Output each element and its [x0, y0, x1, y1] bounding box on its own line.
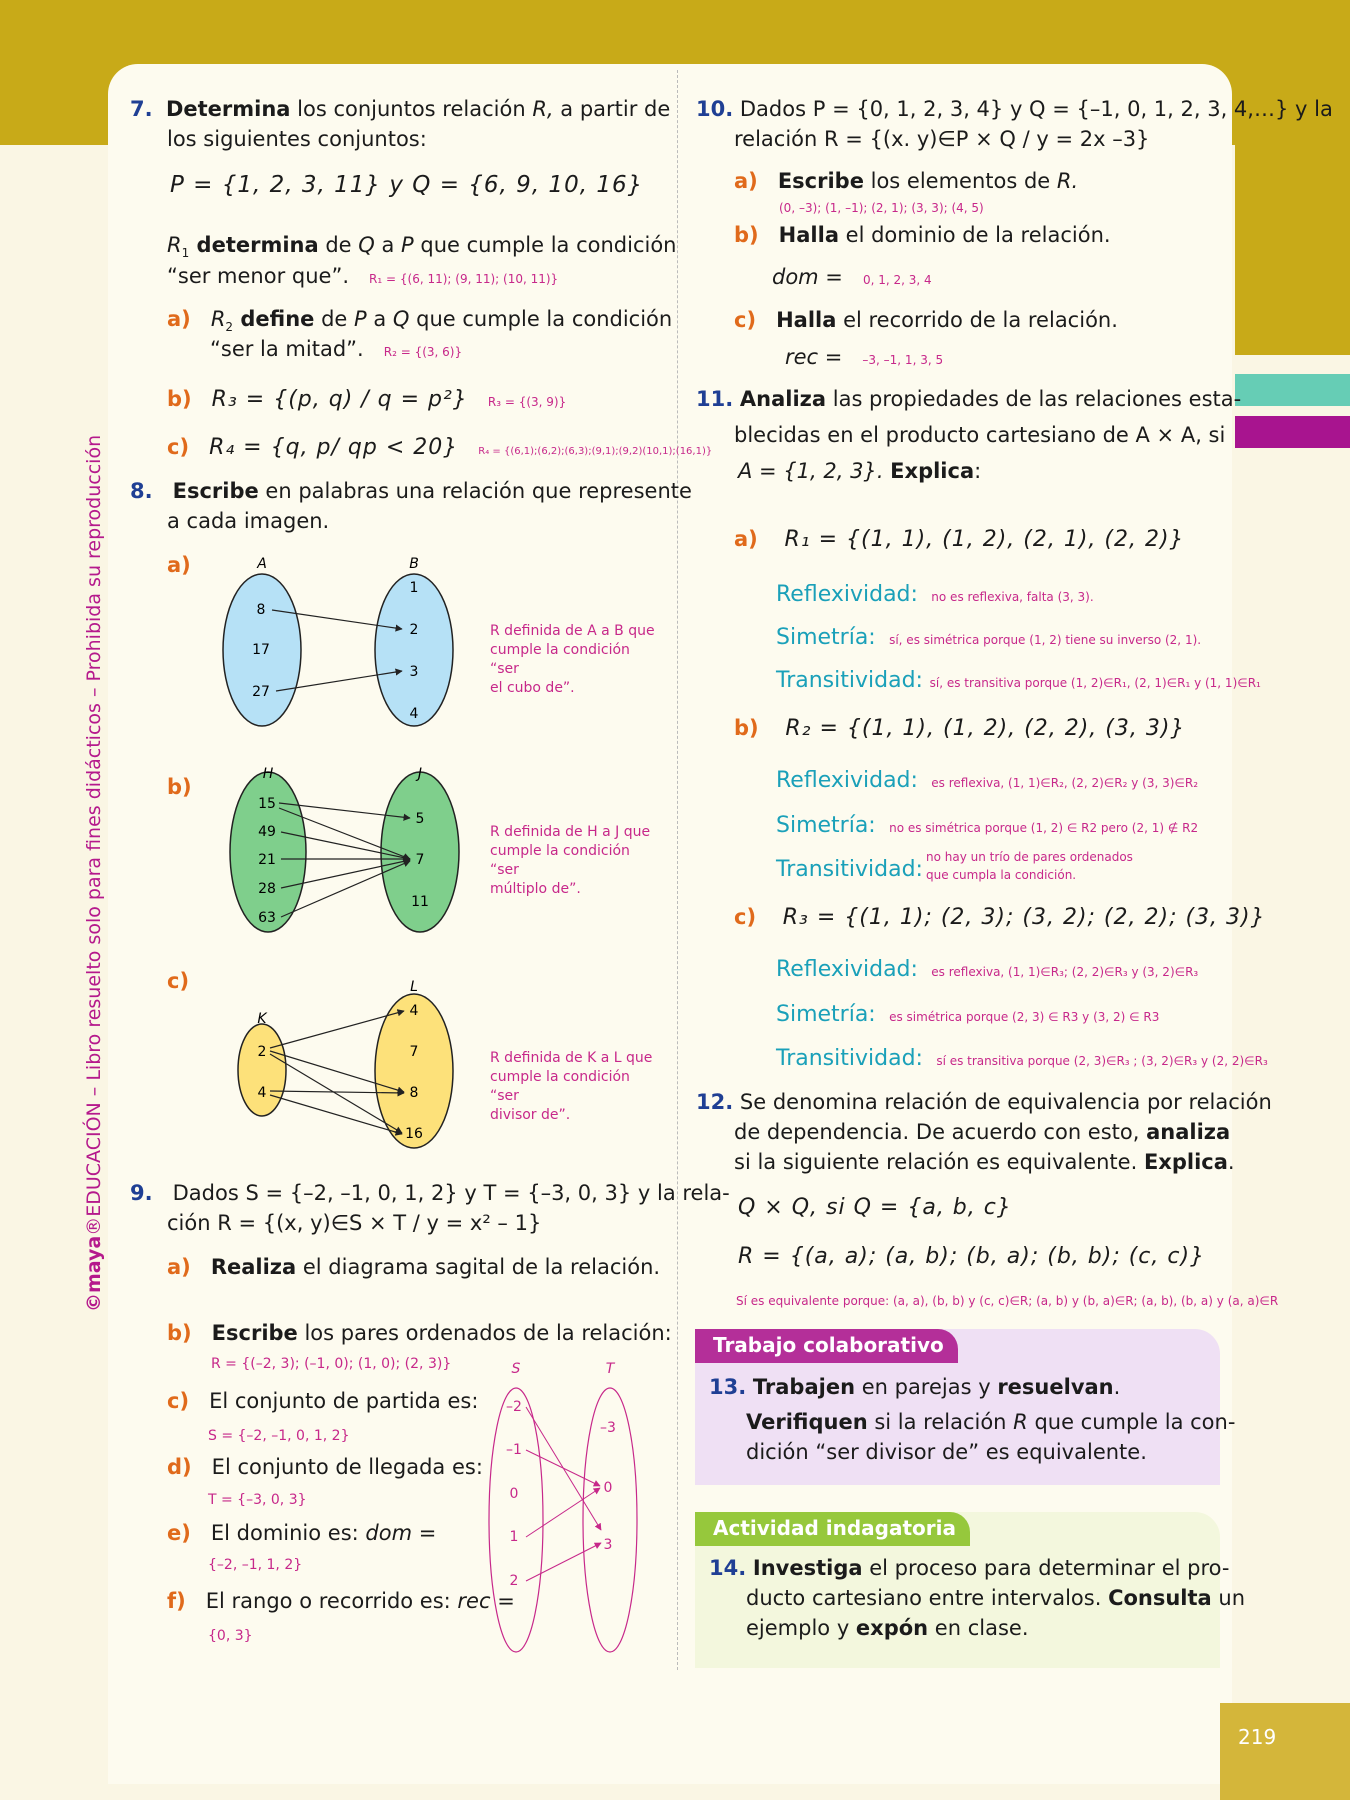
- ex7-r1-line2: “ser menor que”. R₁ = {(6, 11); (9, 11); (10, 11)}: [167, 264, 559, 288]
- ex11-b-sim: Simetría: no es simétrica porque (1, 2) ∈ R2 pero (2, 1) ∉ R2: [776, 813, 1199, 838]
- diag9-right-label: T: [605, 1361, 615, 1377]
- ex12-r: R = {(a, a); (a, b); (b, a); (b, b); (c, c)}: [738, 1244, 1206, 1269]
- ex11-b: b) R₂ = {(1, 1), (1, 2), (2, 2), (3, 3)}: [734, 716, 1186, 741]
- ex7-line2: los siguientes conjuntos:: [167, 127, 427, 151]
- diagram-a: [223, 556, 453, 726]
- ex14-line1: 14. Investiga el proceso para determinar el pro-: [709, 1556, 1230, 1580]
- ex11-c: c) R₃ = {(1, 1); (2, 3); (3, 2); (2, 2); (3, 3)}: [734, 905, 1266, 930]
- ex8-a-label: a): [167, 553, 191, 577]
- diagA-l2: 27: [252, 684, 270, 700]
- ex8-line1: 8. Escribe en palabras una relación que represente: [130, 479, 692, 503]
- ex13-line1: 13. Trabajen en parejas y resuelvan.: [709, 1375, 1121, 1399]
- ex13-line3: dición “ser divisor de” es equivalente.: [746, 1440, 1147, 1464]
- ex8-line2: a cada imagen.: [167, 509, 330, 533]
- ex12-answer: Sí es equivalente porque: (a, a), (b, b) y (c, c)∈R; (a, b) y (b, a)∈R; (a, b), (b, a) y (a, a)∈R: [736, 1294, 1279, 1308]
- diagB-l3: 28: [258, 881, 276, 897]
- ex9-d-answer: T = {–3, 0, 3}: [208, 1492, 307, 1508]
- ex12-line3: si la siguiente relación es equivalente. Explica.: [734, 1150, 1235, 1174]
- ex9-line1: 9. Dados S = {–2, –1, 0, 1, 2} y T = {–3, 0, 3} y la rela-: [130, 1181, 730, 1205]
- diagram-b: [230, 766, 459, 932]
- ex10-line1: 10. Dados P = {0, 1, 2, 3, 4} y Q = {–1, 0, 1, 2, 3, 4,…} y la: [696, 97, 1333, 121]
- ex9-e-answer: {–2, –1, 1, 2}: [208, 1557, 303, 1573]
- diagA-r3: 4: [409, 706, 419, 722]
- diagB-l4: 63: [258, 910, 276, 926]
- diagA-l0: 8: [256, 602, 266, 618]
- ex11-a-refl: Reflexividad: no es reflexiva, falta (3, 3).: [776, 582, 1094, 607]
- diagC-l0: 2: [257, 1044, 267, 1060]
- diag9-l0: –2: [506, 1399, 522, 1415]
- ex11-c-sim: Simetría: es simétrica porque (2, 3) ∈ R3 y (3, 2) ∈ R3: [776, 1002, 1160, 1027]
- ex8-c-label: c): [167, 969, 190, 993]
- ex8-answer-c: R definida de K a L que cumple la condición “ser divisor de”.: [490, 1050, 653, 1123]
- ex7-a: a) $R_2$ define de P a Q que cumple la condición: [167, 307, 673, 335]
- ex9-e: e) El dominio es: dom =: [167, 1521, 437, 1545]
- diagram-c: [238, 979, 453, 1148]
- ex9-a: a) Realiza el diagrama sagital de la relación.: [167, 1255, 661, 1279]
- diagC-r3: 16: [405, 1126, 423, 1142]
- ex7-sets: P = {1, 2, 3, 11} y Q = {6, 9, 10, 16}: [170, 172, 644, 198]
- diag9-r1: 0: [603, 1480, 613, 1496]
- diagA-r0: 1: [409, 580, 419, 596]
- ex9-c: c) El conjunto de partida es:: [167, 1389, 479, 1413]
- copyright-notice: ©maya®EDUCACIÓN – Libro resuelto solo para fines didácticos – Prohibida su reproducción: [83, 434, 105, 1312]
- ex11-c-refl: Reflexividad: es reflexiva, (1, 1)∈R₃; (2, 2)∈R₃ y (3, 2)∈R₃: [776, 957, 1199, 982]
- diagB-l0: 15: [258, 796, 276, 812]
- ex10-c: c) Halla el recorrido de la relación.: [734, 308, 1118, 332]
- diagB-left-label: H: [262, 766, 274, 782]
- ex10-b-dom: dom = 0, 1, 2, 3, 4: [772, 265, 932, 289]
- diagB-r1: 7: [415, 852, 425, 868]
- diagC-right-label: L: [410, 979, 418, 995]
- ex10-a: a) Escribe los elementos de R.: [734, 169, 1079, 193]
- page-number: 219: [1220, 1703, 1350, 1800]
- diag9-r2: 3: [603, 1537, 613, 1553]
- ex7-r1-line1: $R_1$ determina de Q a P que cumple la condición: [167, 233, 677, 261]
- ex14-line3: ejemplo y expón en clase.: [746, 1616, 1029, 1640]
- diagC-l1: 4: [257, 1085, 267, 1101]
- ex11-b-refl: Reflexividad: es reflexiva, (1, 1)∈R₂, (2, 2)∈R₂ y (3, 3)∈R₂: [776, 768, 1198, 793]
- diagA-l1: 17: [252, 642, 270, 658]
- ex11-line3: A = {1, 2, 3}. Explica:: [738, 459, 982, 483]
- ex7-a-line2: “ser la mitad”. R₂ = {(3, 6)}: [210, 337, 463, 361]
- diagB-l2: 21: [258, 852, 276, 868]
- ex8-answer-a: R definida de A a B que cumple la condición “ser el cubo de”.: [490, 623, 655, 696]
- ex11-b-trans: Transitividad:: [776, 857, 923, 882]
- diag9-left-label: S: [511, 1361, 521, 1377]
- diagB-right-label: J: [417, 766, 423, 782]
- diagB-r0: 5: [415, 811, 425, 827]
- ex10-b: b) Halla el dominio de la relación.: [734, 223, 1111, 247]
- diagB-r2: 11: [411, 894, 429, 910]
- ex11-a: a) R₁ = {(1, 1), (1, 2), (2, 1), (2, 2)}: [734, 527, 1185, 552]
- diagA-r1: 2: [409, 622, 419, 638]
- ex8-b-label: b): [167, 775, 192, 799]
- diag9-l2: 0: [509, 1486, 519, 1502]
- ex10-line2: relación R = {(x. y)∈P × Q / y = 2x –3}: [734, 127, 1150, 151]
- diag9-l3: 1: [509, 1529, 519, 1545]
- ex7-c: c) R₄ = {q, p/ qp < 20} R₄ = {(6,1);(6,2);(6,3);(9,1);(9,2)(10,1);(16,1)}: [167, 435, 713, 460]
- ex12-line1: 12. Se denomina relación de equivalencia por relación: [696, 1090, 1272, 1114]
- diagC-r0: 4: [409, 1003, 419, 1019]
- diagA-right-label: B: [409, 556, 419, 572]
- ex8-answer-b: R definida de H a J que cumple la condición “ser múltiplo de”.: [490, 824, 651, 897]
- ex11-b-trans-answer: no hay un trío de pares ordenados que cumpla la condición.: [926, 850, 1133, 882]
- diagC-r2: 8: [409, 1085, 419, 1101]
- ex9-c-answer: S = {–2, –1, 0, 1, 2}: [208, 1428, 350, 1444]
- ex9-b-answer: R = {(–2, 3); (–1, 0); (1, 0); (2, 3)}: [211, 1356, 452, 1372]
- ex9-d: d) El conjunto de llegada es:: [167, 1455, 483, 1479]
- ex11-line1: 11. Analiza las propiedades de las relaciones esta-: [696, 387, 1242, 411]
- diagA-left-label: A: [257, 556, 267, 572]
- diagC-r1: 7: [409, 1044, 419, 1060]
- diag9-l4: 2: [509, 1573, 519, 1589]
- ex10-c-rec: rec = –3, –1, 1, 3, 5: [785, 345, 944, 369]
- ex12-q: Q × Q, si Q = {a, b, c}: [738, 1195, 1012, 1220]
- diag9-l1: –1: [506, 1442, 522, 1458]
- inquiry-title: Actividad indagatoria: [695, 1512, 970, 1546]
- ex11-line2: blecidas en el producto cartesiano de A × A, si: [734, 423, 1226, 447]
- diagC-left-label: K: [257, 1011, 267, 1027]
- ex9-line2: ción R = {(x, y)∈S × T / y = x² – 1}: [167, 1211, 542, 1235]
- ex11-c-trans: Transitividad: sí es transitiva porque (2, 3)∈R₃ ; (3, 2)∈R₃ y (2, 2)∈R₃: [776, 1046, 1268, 1071]
- collaborative-title: Trabajo colaborativo: [695, 1329, 958, 1363]
- ex12-line2: de dependencia. De acuerdo con esto, analiza: [734, 1120, 1231, 1144]
- ex7-b: b) R₃ = {(p, q) / q = p²} R₃ = {(3, 9)}: [167, 387, 567, 412]
- ex9-b: b) Escribe los pares ordenados de la relación:: [167, 1321, 672, 1345]
- diagA-r2: 3: [409, 664, 419, 680]
- ex11-a-trans: Transitividad: sí, es transitiva porque (1, 2)∈R₁, (2, 1)∈R₁ y (1, 1)∈R₁: [776, 668, 1261, 693]
- ex14-line2: ducto cartesiano entre intervalos. Consulta un: [746, 1586, 1246, 1610]
- ex9-f: f) El rango o recorrido es: rec =: [167, 1589, 515, 1613]
- diagB-l1: 49: [258, 824, 276, 840]
- ex9-f-answer: {0, 3}: [208, 1628, 253, 1644]
- diag9-r0: –3: [600, 1420, 616, 1436]
- ex10-a-answer: (0, –3); (1, –1); (2, 1); (3, 3); (4, 5): [779, 201, 984, 215]
- ex11-a-sim: Simetría: sí, es simétrica porque (1, 2) tiene su inverso (2, 1).: [776, 625, 1202, 650]
- ex13-line2: Verifiquen si la relación R que cumple la con-: [746, 1410, 1236, 1434]
- ex7-line1: 7. Determina los conjuntos relación R, a partir de: [130, 97, 671, 121]
